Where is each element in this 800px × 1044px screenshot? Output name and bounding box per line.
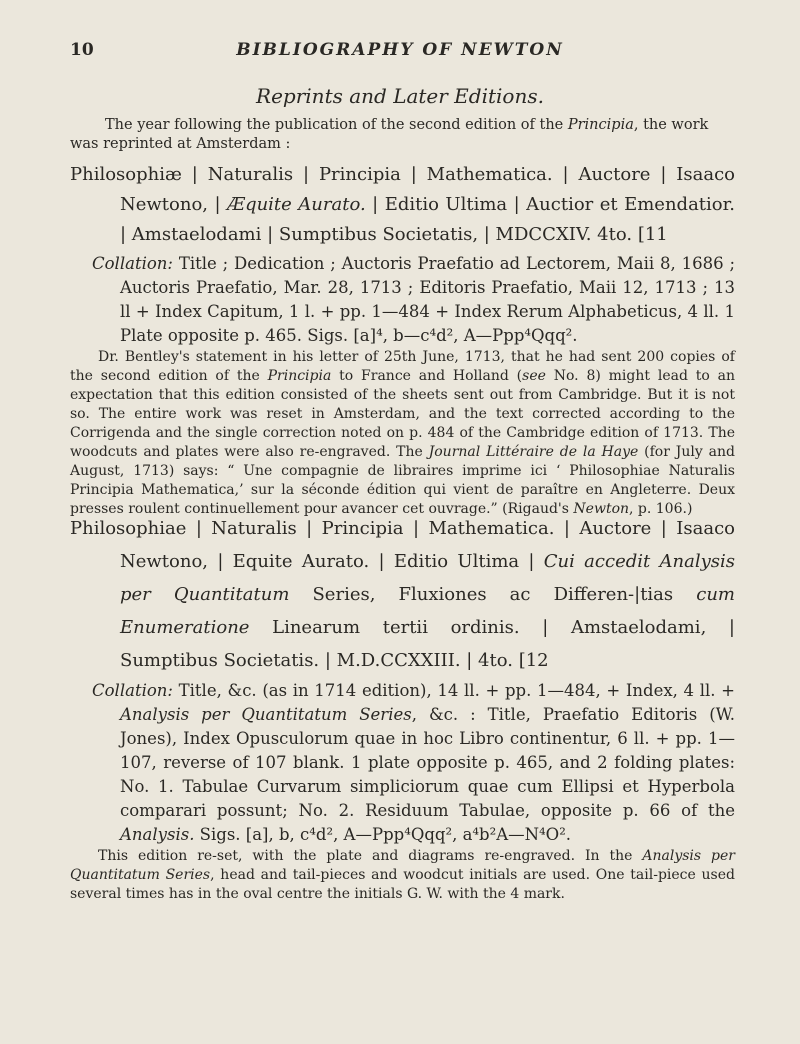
entry-12-title-italic-1: Cui accedit Analysis per Quantitatum: [120, 551, 735, 605]
entry-12-note: [70, 847, 735, 904]
entry-12-collation-italic-1: Analysis per Quantitatum Series: [120, 705, 412, 724]
entry-12-title: [70, 512, 735, 677]
entry-11-note-9: , p. 106.): [629, 501, 693, 517]
entry-11-note-5: No. 8) might lead to an expectation that this edition consisted of the sheets sent out from Cambridge. But it is not so. The entire work was reset in Amsterdam, and the text corrected according to the Corrigenda and the single correction noted on p. 484 of the Cambridge edition of 1713. The woodcuts and plates were also re-engraved. The: [70, 368, 735, 460]
intro-text-2: , the work was reprinted at Amsterdam :: [70, 117, 709, 152]
section-title: Reprints and Later Editions.: [256, 84, 544, 108]
entry-11-note-6: Journal Littéraire de la Haye: [428, 444, 639, 460]
entry-11-note-3: to France and Holland (: [331, 368, 523, 384]
entry-11-note-7: (for July and August, 1713) says: “ Une compagnie de libraires imprime ici ‘ Philosophiae Naturalis Principia Mathematica,’ sur la séconde édition qui vient de paraître en Angleterre. Deux presses roulent continuellement pour avancer cet ouvrage.” (Rigaud's: [70, 444, 735, 517]
entry-12-collation-3: Sigs. [a], b, c⁴d², A—Ppp⁴Qqq², a⁴b²A—N⁴O².: [194, 825, 572, 844]
entry-11-title-b: | Editio Ultima | Auctior et Emendatior. | Amstaelodami | Sumptibus Societatis, | MDCCXIV. 4to. [11: [120, 194, 735, 245]
entry-11-note-1: Dr. Bentley's statement in his letter of 25th June, 1713, that he had sent 200 copies of the second edition of the: [70, 349, 735, 384]
entry-11-collation-text: Title ; Dedication ; Auctoris Praefatio ad Lectorem, Maii 8, 1686 ; Auctoris Praefatio, Mar. 28, 1713 ; Editoris Praefatio, Maii 12, 1713 ; 13 ll + Index Capitum, 1 l. + pp. 1—484 + Index Rerum Alphabeticus, 4 ll. 1 Plate opposite p. 465. Sigs. [a]⁴, b—c⁴d², A—Ppp⁴Qqq².: [120, 254, 735, 345]
intro-italic: Principia: [567, 117, 634, 133]
running-head: [70, 40, 730, 64]
intro-paragraph: [70, 116, 735, 154]
entry-12-collation-italic-2: Analysis.: [120, 825, 195, 844]
entry-12-title-a: Philosophiae | Naturalis | Principia | Mathematica. | Auctore | Isaaco Newtono, | Equite Aurato. | Editio Ultima |: [70, 518, 735, 572]
entry-11-note-4: see: [522, 368, 546, 384]
entry-11: [70, 160, 735, 519]
entry-12-collation-label: Collation:: [92, 681, 173, 700]
entry-11-collation: [70, 252, 735, 348]
entry-11-collation-label: Collation:: [92, 254, 173, 273]
entry-11-note-8: Newton: [573, 501, 630, 517]
entry-12-collation: [70, 679, 735, 847]
intro-text-1: The year following the publication of the second edition of the: [105, 117, 568, 133]
entry-12-note-2: Analysis per Quantitatum Series: [70, 848, 735, 883]
running-title: BIBLIOGRAPHY OF NEWTON: [236, 40, 564, 60]
entry-12-title-c: Linearum tertii ordinis. | Amstaelodami, | Sumptibus Societatis. | M.D.CCXXIII. | 4to. [12: [120, 617, 735, 671]
entry-12: [70, 512, 735, 904]
entry-11-title-a: Philosophiæ | Naturalis | Principia | Mathematica. | Auctore | Isaaco Newtono, |: [70, 164, 735, 215]
entry-12-collation-1: Title, &c. (as in 1714 edition), 14 ll. + pp. 1—484, + Index, 4 ll. +: [172, 681, 735, 700]
entry-12-note-3: , head and tail-pieces and woodcut initials are used. One tail-piece used several times has in the oval centre the initials G. W. with the 4 mark.: [70, 867, 735, 902]
entry-11-note: [70, 348, 735, 519]
entry-12-title-b: Series, Fluxiones ac Differen-|tias: [289, 584, 697, 605]
entry-12-title-italic-2: cum Enumeratione: [120, 584, 735, 638]
entry-11-note-2: Principia: [267, 368, 332, 384]
entry-12-note-1: This edition re-set, with the plate and diagrams re-engraved. In the: [98, 848, 643, 864]
page-number: 10: [70, 40, 94, 60]
entry-12-collation-2: , &c. : Title, Praefatio Editoris (W. Jones), Index Opusculorum quae in hoc Libro continentur, 6 ll. + pp. 1—107, reverse of 107 blank. 1 plate opposite p. 465, and 2 folding plates: No. 1. Tabulae Curvarum simpliciorum quae cum Ellipsi et Hyperbola comparari possunt; No. 2. Residuum Tabulae, opposite p. 66 of the: [120, 705, 735, 820]
entry-11-title: [70, 160, 735, 250]
entry-11-title-italic: Æquite Aurato.: [227, 194, 366, 215]
